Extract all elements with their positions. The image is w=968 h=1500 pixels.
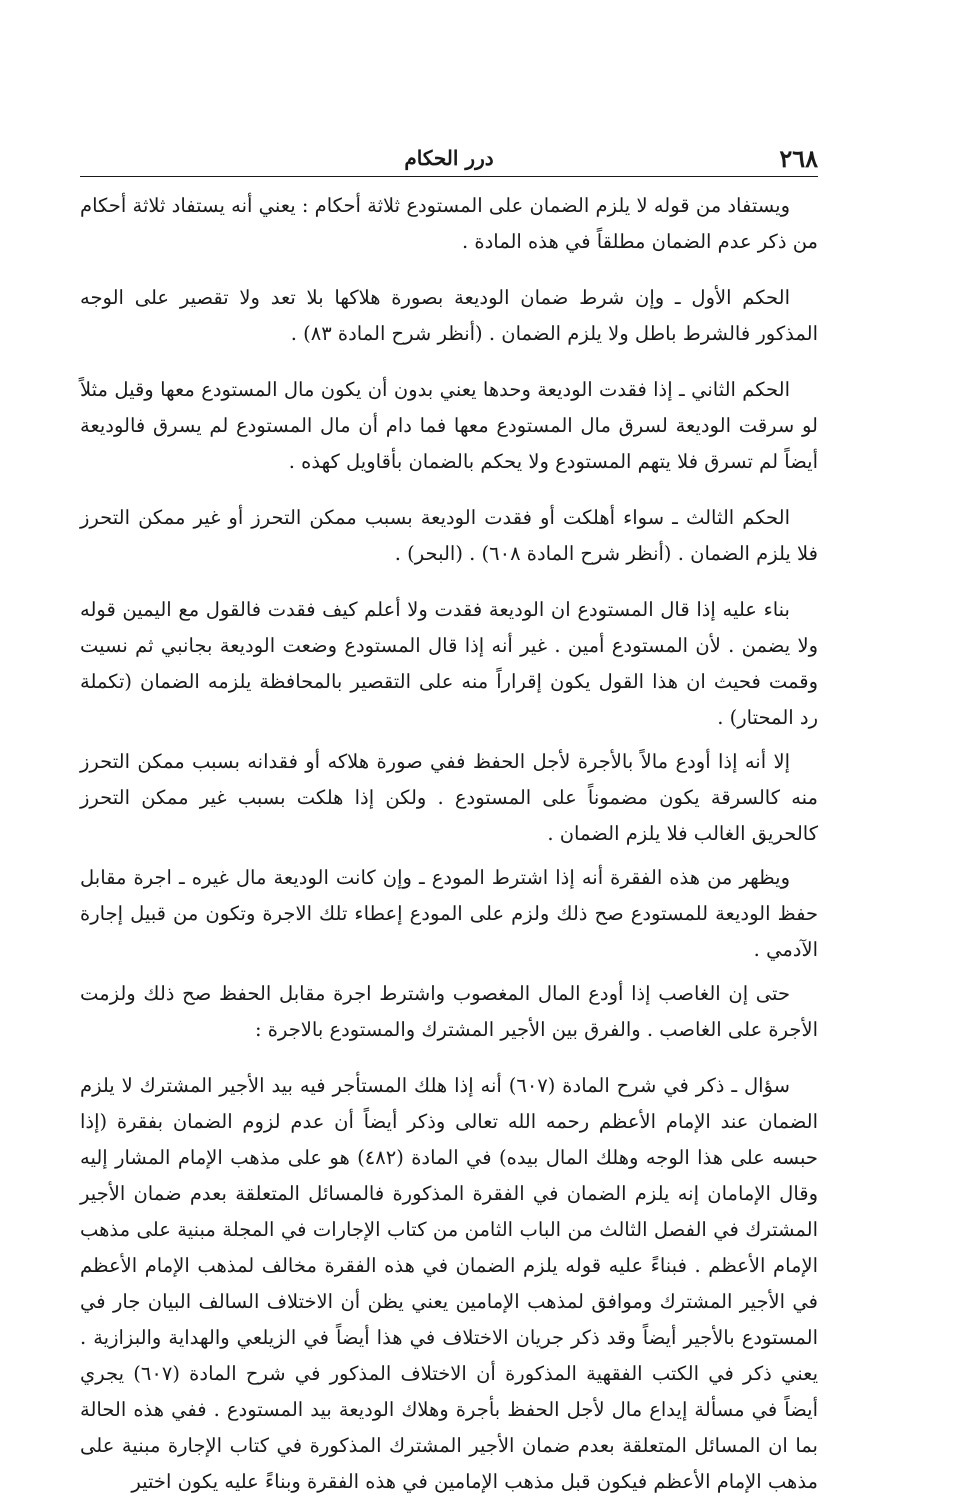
running-title: درر الحكام xyxy=(404,146,494,170)
page-number: ٢٦٨ xyxy=(779,144,818,173)
paragraph-depositor-condition: ويظهر من هذه الفقرة أنه إذا اشترط المودع ـ وإن كانت الوديعة مال غيره ـ اجرة مقابل حفظ الوديعة للمستودع صح ذلك ولزم على المودع إعطاء تلك الاجرة وتكون من قبيل إجارة الآدمي . xyxy=(80,866,818,961)
paragraph-first-ruling: الحكم الأول ـ وإن شرط ضمان الوديعة بصورة هلاكها بلا تعد ولا تقصير على الوجه المذكور فالشرط باطل ولا يلزم الضمان . (أنظر شرح المادة ٨٣) . xyxy=(80,286,818,345)
page-header xyxy=(80,140,818,177)
paragraph-usurper: حتى إن الغاصب إذا أودع المال المغصوب واشترط اجرة مقابل الحفظ صح ذلك ولزمت الأجرة على الغاصب . والفرق بين الأجير المشترك والمستودع بالاجرة : xyxy=(80,982,818,1041)
body-text xyxy=(80,188,818,1500)
paragraph-question: سؤال ـ ذكر في شرح المادة (٦٠٧) أنه إذا هلك المستأجر فيه بيد الأجير المشترك لا يلزم الضمان عند الإمام الأعظم رحمه الله تعالى وذكر أيضاً أن عدم لزوم الضمان بفقرة (إذا حبسه على هذا الوجه وهلك المال بيده) في المادة (٤٨٢) هو على مذهب الإمام المشار إليه وقال الإمامان إنه يلزم الضمان في الفقرة المذكورة فالمسائل المتعلقة بعدم ضمان الأجير المشترك في الفصل الثالث من الباب الثامن من كتاب الإجارات في المجلة مبنية على مذهب الإمام الأعظم . فبناءً عليه قوله يلزم الضمان في هذه الفقرة مخالف لمذهب الإمام الأعظم في الأجير المشترك وموافق لمذهب الإمامين يعني يظن أن الاختلاف السالف البيان جار في المستودع بالأجير أيضاً وقد ذكر جريان الاختلاف في هذا أيضاً في الزيلعي والهداية والبزازية . يعني ذكر في الكتب الفقهية المذكورة أن الاختلاف المذكور في شرح المادة (٦٠٧) يجري أيضاً في مسألة إيداع مال لأجل الحفظ بأجرة وهلاك الوديعة بيد المستودع . ففي هذه الحالة بما ان المسائل المتعلقة بعدم ضمان الأجير المشترك المذكورة في كتاب الإجارة مبنية على مذهب الإمام الأعظم فيكون قبل مذهب الإمامين في هذه الفقرة وبناءً عليه يكون اختير xyxy=(80,1074,818,1493)
paragraph-paid-deposit: إلا أنه إذا أودع مالاً بالأجرة لأجل الحفظ ففي صورة هلاكه أو فقدانه بسبب ممكن التحرز منه كالسرقة يكون مضموناً على المستودع . ولكن إذا هلكت بسبب غير ممكن التحرز كالحريق الغالب فلا يلزم الضمان . xyxy=(80,750,818,845)
paragraph-third-ruling: الحكم الثالث ـ سواء أهلكت أو فقدت الوديعة بسبب ممكن التحرز أو غير ممكن التحرز فلا يلزم الضمان . (أنظر شرح المادة ٦٠٨) . (البحر) . xyxy=(80,506,818,565)
paragraph-second-ruling: الحكم الثاني ـ إذا فقدت الوديعة وحدها يعني بدون أن يكون مال المستودع معها وقيل مثلاً لو سرقت الوديعة لسرق مال المستودع معها فما دام أن مال المستودع لم يسرق فالوديعة أيضاً لم تسرق فلا يتهم المستودع ولا يحكم بالضمان بأقاويل كهذه . xyxy=(80,378,818,473)
paragraph-accordingly: بناء عليه إذا قال المستودع ان الوديعة فقدت ولا أعلم كيف فقدت فالقول مع اليمين قوله ولا يضمن . لأن المستودع أمين . غير أنه إذا قال المستودع وضعت الوديعة بجانبي ثم نسيت وقمت فحيث ان هذا القول يكون إقراراً منه على التقصير بالمحافظة يلزمه الضمان (تكملة رد المحتار) . xyxy=(80,598,818,729)
paragraph-intro: ويستفاد من قوله لا يلزم الضمان على المستودع ثلاثة أحكام : يعني أنه يستفاد ثلاثة أحكام من ذكر عدم الضمان مطلقاً في هذه المادة . xyxy=(80,194,818,253)
